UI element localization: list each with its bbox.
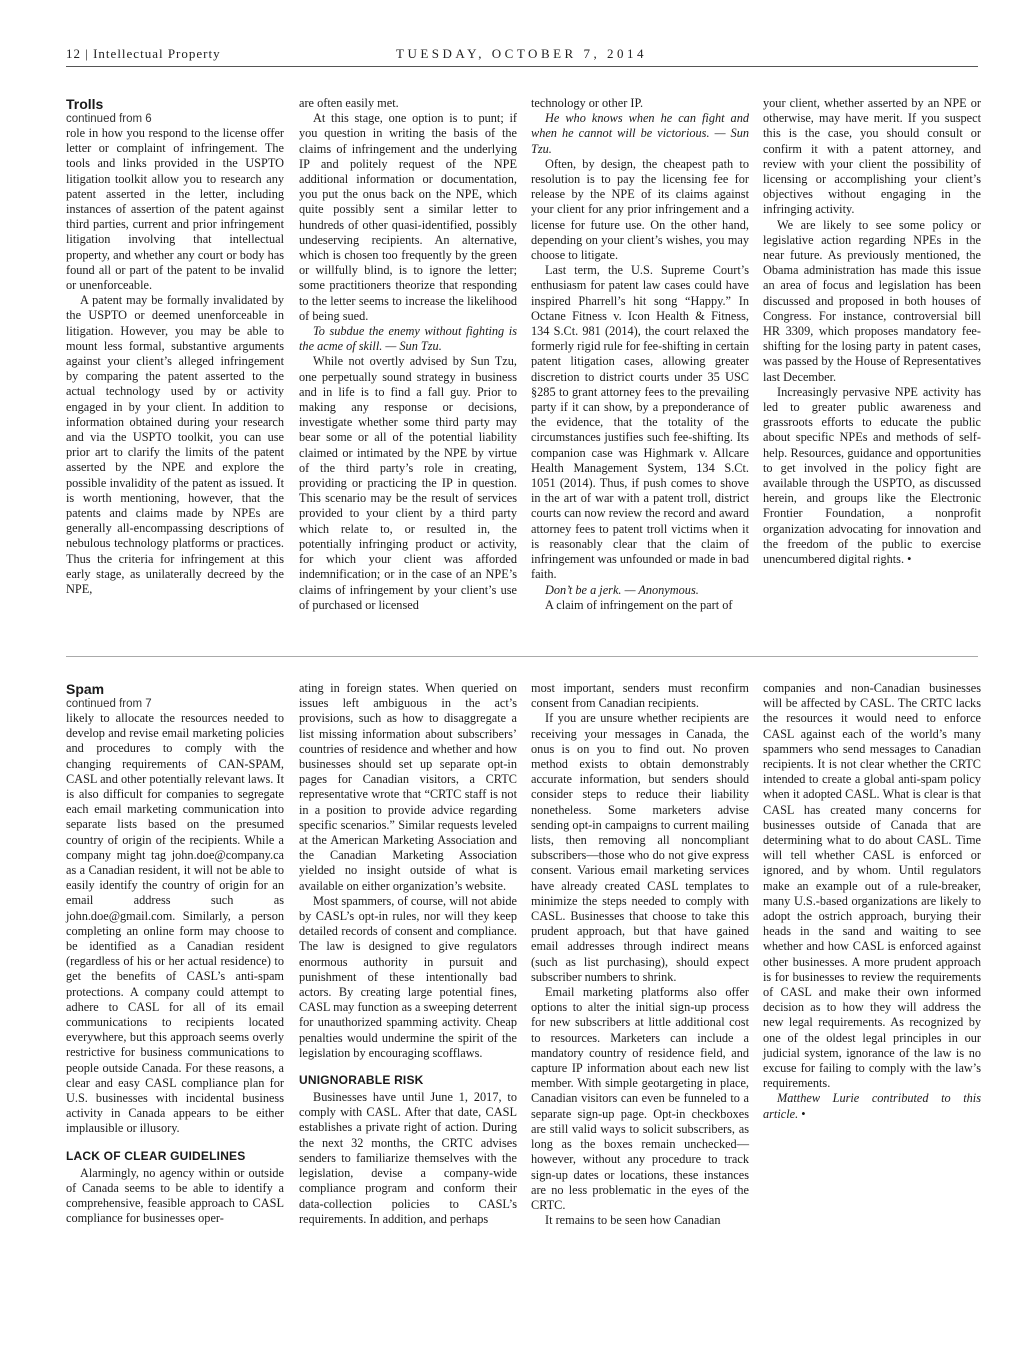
paragraph: companies and non-Canadian businesses will be affected by CASL. The CRTC lacks the resources it would need to enforce CASL against each of the world’s many spammers who send messages to Canadian recipients. It is not clear whether the CRTC intended to create a global anti-spam policy when it adopted CASL. What is clear is that CASL has created many concerns for businesses outside of Canada that are determining what to do about CASL. Time will tell whether CASL is enforced or ignored, and by whom. Until regulators make an example out of a rule-breaker, many U.S.-based organizations are likely to adopt the ostrich approach, burying their heads in the sand and waiting to see whether and how CASL is enforced against other businesses. A more prudent approach is for businesses to review the requirements of CASL and make their own informed decision as to how they will address the new legal requirements. As recognized by one of the oldest legal principles in our judicial system, ignorance of the law is no excuse for failing to comply with the law’s requirements. (763, 681, 981, 1091)
paragraph: A claim of infringement on the part of (545, 597, 733, 612)
paragraph: likely to allocate the resources needed to develop and revise email marketing policies and procedures to comply with the changing requirements of CAN-SPAM, CASL and other potentially relevant laws. It is also difficult for companies to segregate each email marketing communication into separate lists based on the presumed country of origin of the recipients. While a company might tag john.doe@company.ca as a Canadian resident, it will not be able to easily identify the country of origin for an email address such as john.doe@gmail.com. Similarly, a person completing an online form may choose to be identified as a Canadian resident (regardless of his or her actual residence) to get the benefits of CASL’s anti-spam protections. A company could attempt to adhere to CASL for all of its email communications to recipients located everywhere, but this approach seems overly restrictive for business communications to people outside Canada. For these reasons, a clear and easy CASL compliance plan for U.S. businesses with incidental business activity in Canada appears to be either implausible or illusory. (66, 711, 284, 1136)
pull-quote: To subdue the enemy without fighting is the acme of skill. — Sun Tzu. (299, 324, 517, 354)
spam-column-1 (66, 681, 284, 1227)
trolls-column-1 (66, 96, 284, 597)
paragraph: Often, by design, the cheapest path to resolution is to pay the licensing fee for release by the NPE of its claims against your client for any prior infringement and a license for future use. On the other hand, depending on your client’s wishes, you may choose to litigate. (531, 156, 749, 263)
trolls-column-2 (299, 96, 517, 613)
section-label: 12 | Intellectual Property (66, 46, 221, 61)
spam-kicker: Spam (66, 681, 105, 697)
article-divider (66, 656, 978, 657)
paragraph: It remains to be seen how Canadian (545, 1213, 721, 1228)
paragraph: While not overtly advised by Sun Tzu, one perpetually sound strategy in business and in life is to find a fall guy. Prior to making any response or decisions, investigate whether some third party may bear some or all of the potential liability claimed or intimated by the NPE by virtue of the third party’s role in creating, providing or practicing the IP in question. This scenario may be the result of services provided to your client by a third party which relate to, or resulted in, the potentially infringing product or activity, for which your client was afforded indemnification; or in the case of an NPE’s claims of infringement by your client’s use of purchased or licensed (299, 354, 517, 612)
paragraph: your client, whether asserted by an NPE or otherwise, may have merit. If you suspect this is the case, you should consult or confirm it with a patent attorney, and review with your client the possibility of licensing or accomplishing your client’s objectives without engaging in the infringing activity. (763, 96, 981, 217)
paragraph: Most spammers, of course, will not abide by CASL’s opt-in rules, nor will they keep detailed records of consent and compliance. The law is designed to give regulators enormous authority in pursuit and punishment of these intentionally bad actors. By creating large potential fines, CASL may function as a sweeping deterrent for unauthorized spamming activity. Cheap penalties would undermine the spirit of the legislation by encouraging scofflaws. (299, 893, 517, 1060)
subhead: LACK OF CLEAR GUIDELINES (66, 1148, 246, 1163)
pull-quote: He who knows when he can fight and when he cannot will be victorious. — Sun Tzu. (531, 111, 749, 156)
trolls-column-4 (763, 96, 981, 567)
spam-continued: continued from 7 (66, 698, 152, 710)
paragraph: Alarmingly, no agency within or outside of Canada seems to be able to identify a comprehensive, feasible approach to CASL compliance for businesses oper- (66, 1165, 284, 1226)
spam-column-4 (763, 681, 981, 1122)
issue-date: TUESDAY, OCTOBER 7, 2014 (396, 46, 647, 61)
trolls-continued: continued from 6 (66, 113, 152, 125)
trolls-kicker: Trolls (66, 96, 104, 112)
paragraph: Last term, the U.S. Supreme Court’s enthusiasm for patent law cases could have inspired Pharrell’s hit song “Happy.” In Octane Fitness v. Icon Health & Fitness, 134 S.Ct. 981 (2014), the court relaxed the formerly rigid rule for fee-shifting in certain patent litigation cases, allowing greater discretion to district courts under 35 USC §285 to grant attorney fees to the prevailing party if it can show, by a preponderance of the evidence, that the totality of the circumstances justifies such fee-shifting. Its companion case was Highmark v. Allcare Health Management System, 134 S.Ct. 1051 (2014). Thus, if push comes to shove in the art of war with a patent troll, district courts can now review the record and award attorney fees to patent troll victims when it is reasonably clear that the claim of infringement was unfounded or made in bad faith. (531, 263, 749, 582)
subhead: UNIGNORABLE RISK (299, 1073, 424, 1088)
paragraph: Email marketing platforms also offer options to alter the initial sign-up process for new subscribers at little additional cost to resources. Marketers can include a mandatory country of residence field, and capture IP information about each new list member. With simple geotargeting in place, Canadian visitors can even be funneled to a separate sign-up page. Opt-in checkboxes are still valid ways to solicit subscribers, as long as the boxes remain unchecked—however, without any procedure to track sign-up dates or locations, these instances are no less problematic in the eyes of the CRTC. (531, 985, 749, 1212)
paragraph: ating in foreign states. When queried on issues left ambiguous in the act’s provisions, such as how to disaggregate a list missing information about subscribers’ countries of residence and whether and how businesses should set up separate opt-in pages for Canadian visitors, a CRTC representative wrote that “CRTC staff is not in a position to provide advice regarding specific scenarios.” Similar requests leveled at the American Marketing Association and the Canadian Marketing Association yielded no insight outside of what is available on either organization’s website. (299, 681, 517, 893)
end-mark-icon: • (801, 1106, 806, 1121)
paragraph: are often easily met. (299, 96, 399, 110)
paragraph: technology or other IP. (531, 96, 644, 110)
paragraph: Businesses have until June 1, 2017, to comply with CASL. After that date, CASL establishes a private right of action. During the next 32 months, the CRTC advises senders to familiarize themselves with the legislation, devise a company-wide compliance program and conform their data-collection policies to CASL’s requirements. In addition, and perhaps (299, 1090, 517, 1226)
spam-column-3 (531, 681, 749, 1228)
paragraph: most important, senders must reconfirm consent from Canadian recipients. (531, 681, 749, 711)
paragraph-text: Increasingly pervasive NPE activity has led to greater public awareness and grassroots efforts to educate the public about specific NPEs and methods of self-help. Resources, guidance and opportunities to get involved in the policy fight are available through the USPTO, as discussed herein, and groups like the Electronic Frontier Foundation, a nonprofit organization advocating for innovation and the freedom of the public to exercise unencumbered digital rights. (763, 384, 981, 567)
paragraph: If you are unsure whether recipients are receiving your messages in Canada, the onus is on you to find out. No proven method exists to obtain demonstrably accurate information, but senders should consider steps to reduce their liability nonetheless. Some marketers advise sending opt-in campaigns to current mailing lists, then removing all noncompliant subscribers—those who do not give express consent. Various email marketing services have already created CASL templates to minimize the steps needed to comply with CASL. Businesses that choose to take this prudent approach, but that have gained email addresses through indirect means (such as list purchasing), should expect subscriber numbers to shrink. (531, 711, 749, 984)
trolls-column-3 (531, 96, 749, 613)
paragraph: A patent may be formally invalidated by the USPTO or deemed unenforceable in litigation. However, you may be able to mount less formal, substantive arguments against your client’s alleged infringement by comparing the patent asserted to the actual technology used by or activity engaged in by your client. In addition to information obtained during your research and via the USPTO toolkit, you can use prior art to clarify the limits of the patent asserted by the NPE and explore the possible invalidity of the patent as issued. It is worth mentioning, however, that the patents and claims made by NPEs are generally all-encompassing descriptions of nebulous technology platforms or practices. Thus the criteria for infringement at this early stage, as unilaterally decreed by the NPE, (66, 293, 284, 597)
end-mark-icon: • (907, 552, 912, 567)
spam-column-2 (299, 681, 517, 1227)
paragraph: At this stage, one option is to punt; if you question in writing the basis of the claims of infringement and the underlying IP and politely request of the NPE additional information or documentation, you put the onus back on the NPE, which quite possibly sent a similar letter to hundreds of other quasi-identified, possibly undeserving recipients. An alternative, which is chosen too frequently by the green or willfully blind, is to ignore the letter; some practitioners theorize that responding to the letter seems to increase the likelihood of being sued. (299, 111, 517, 323)
pull-quote: Don’t be a jerk. — Anonymous. (545, 582, 699, 597)
paragraph: We are likely to see some policy or legislative action regarding NPEs in the near future. As previously mentioned, the Obama administration has made this issue an area of focus and legislation has been discussed and proposed in both houses of Congress. For instance, controversial bill HR 3309, which proposes mandatory fee-shifting for the losing party in patent cases, was passed by the House of Representatives last December. (763, 217, 981, 384)
paragraph (763, 385, 981, 567)
paragraph: role in how you respond to the license offer letter or complaint of infringement. The tools and links provided in the USPTO litigation toolkit allow you to research any patent asserted in the letter, including instances of assertion of the patent against third parties, current and prior infringement litigation involving that intellectual property, and whether any court or body has found all or part of the patent to be invalid or unenforceable. (66, 126, 284, 293)
contributor-credit (763, 1091, 981, 1121)
page-header (66, 44, 978, 67)
credit-text: Matthew Lurie contributed to this article. (763, 1091, 981, 1121)
